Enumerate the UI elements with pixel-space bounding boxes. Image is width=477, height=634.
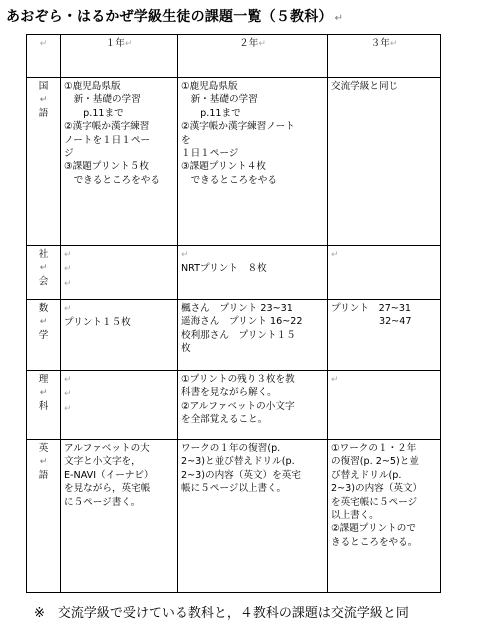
subject-english: 英 ↵ 語 xyxy=(27,440,61,593)
japanese-grade3: 交流学級と同じ xyxy=(328,78,441,246)
header-corner: ↵ xyxy=(27,35,61,78)
subject-social: 社 ↵ 会 xyxy=(27,246,61,300)
header-grade1: １年↵ xyxy=(61,35,178,78)
math-grade3: プリント 27~31 32~47 xyxy=(328,300,441,371)
assignment-table xyxy=(26,34,441,593)
subject-science: 理 ↵ 科 xyxy=(27,371,61,440)
paragraph-mark: ↵ xyxy=(334,13,344,24)
header-grade3: ３年↵ xyxy=(328,35,441,78)
science-grade2: ①プリントの残り３枚を教 科書を見ながら解く。 ②アルファベットの小文字 を全部覚えること。 xyxy=(178,371,328,440)
social-grade2: ↵ NRTプリント ８枚 xyxy=(178,246,328,300)
row-social xyxy=(27,246,441,300)
row-math xyxy=(27,300,441,371)
header-grade2: ２年↵ xyxy=(178,35,328,78)
english-grade1: アルファベットの大 文字と小文字を， E-NAVI（イーナビ） を見ながら，英宅帳 に５ページ書く。 xyxy=(61,440,178,593)
social-grade3: ↵ xyxy=(328,246,441,300)
japanese-grade1: ①鹿児島県版 新・基礎の学習 p.11まで ②漢字帳か漢字練習 ノートを１日１ペー ジ ③課題プリント５枚 できるところをやる xyxy=(61,78,178,246)
math-grade1: ↵ プリント１５枚 xyxy=(61,300,178,371)
science-grade3: ↵ xyxy=(328,371,441,440)
row-science xyxy=(27,371,441,440)
footnote: ※ 交流学級で受けている教科と，４教科の課題は交流学級と同 xyxy=(34,606,409,621)
subject-math: 数 ↵ 学 xyxy=(27,300,61,371)
row-english xyxy=(27,440,441,593)
english-grade3: ①ワークの１・２年 の復習(p. 2~5)と並 び替えドリル(p. 2~3)の内容（英文） を英宅帳に５ページ 以上書く。 ②課題プリントので きるところをやる。 xyxy=(328,440,441,593)
math-grade2: 楓さん プリント 23~31 遥海さん プリント 16~22 校利那さん プリント１５ 枚 xyxy=(178,300,328,371)
science-grade1: ↵ ↵ ↵ xyxy=(61,371,178,440)
japanese-grade2: ①鹿児島県版 新・基礎の学習 p.11まで ②漢字帳か漢字練習ノート を １日１ページ ③課題プリント４枚 できるところをやる xyxy=(178,78,328,246)
english-grade2: ワークの１年の復習(p. 2~3)と並び替えドリル(p. 2~3)の内容（英文）を英宅 帳に５ページ以上書く。 xyxy=(178,440,328,593)
row-japanese xyxy=(27,78,441,246)
subject-japanese: 国 ↵ 語 xyxy=(27,78,61,246)
header-row xyxy=(27,35,441,78)
document-title: あおぞら・はるかぜ学級生徒の課題一覧（５教科） ↵ xyxy=(6,9,344,25)
social-grade1: ↵ ↵ ↵ xyxy=(61,246,178,300)
